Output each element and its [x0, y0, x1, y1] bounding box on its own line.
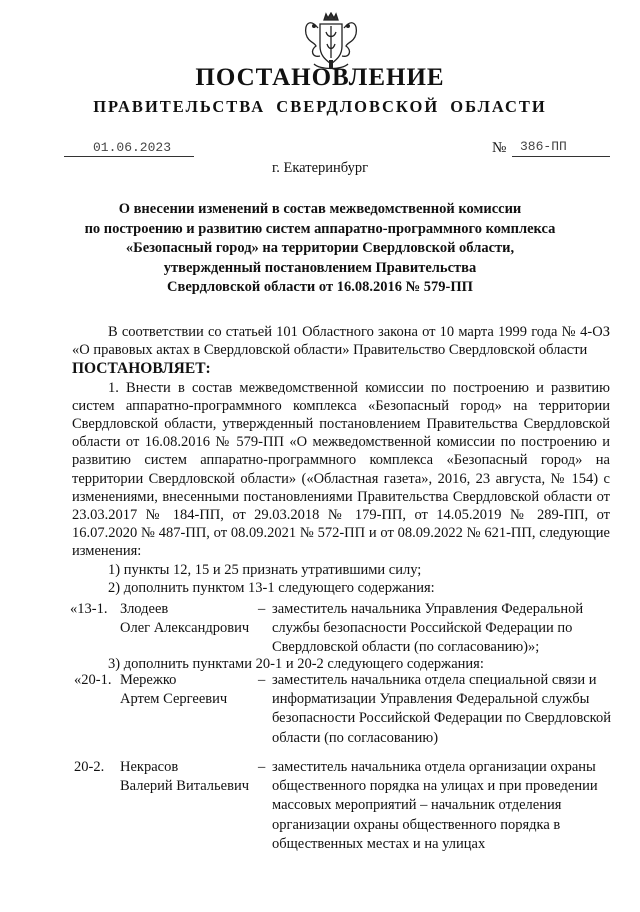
member-dash: – [258, 759, 266, 775]
sub-item-1: 1) пункты 12, 15 и 25 признать утратившими силу; [108, 561, 422, 578]
intro-paragraph: В соответствии со статьей 101 Областного закона от 10 марта 1999 года № 4-ОЗ «О правовых актах в Свердловской области» Правительство Свердловской области [72, 324, 610, 359]
heading-line: «Безопасный город» на территории Свердловской области, [125, 240, 515, 256]
member-dash: – [258, 601, 266, 617]
document-title: ПОСТАНОВЛЕНИЕ [195, 64, 445, 91]
document-number: 386-ПП [520, 139, 567, 154]
date-underline [64, 156, 194, 157]
heading-line: утвержденный постановлением Правительства [163, 259, 477, 276]
document-city: г. Екатеринбург [271, 160, 369, 176]
item-1-paragraph: 1. Внести в состав межведомственной комиссии по построению и развитию систем аппаратно-программного комплекса «Безопасный город» на территории Свердловской области, утвержденный постановлением Правительства Свердловской области от 16.08.2016 № 579-ПП «О межведомственной комиссии по построению и развитию систем аппаратно-программного комплекса «Безопасный город» на территории Свердловской области» («Областная газета», 2016, 23 августа, № 154) с изменениями, внесенными постановлениями Правительства Свердловской области от 23.03.2017 № 184-ПП, от 29.03.2018 № 179-ПП, от 14.05.2019 № 289-ПП, от 16.07.2020 № 487-ПП, от 08.09.2021 № 572-ПП и от 08.09.2022 № 621-ПП, следующие изменения: [72, 379, 610, 560]
member-position: заместитель начальника отдела организации охраны общественного порядка на улицах и при проведении массовых мероприятий – начальник отделения организации охраны общественного порядка в общественных местах и на улицах [272, 759, 598, 852]
member-position: заместитель начальника отдела специальной связи и информатизации Управления Федеральной службы безопасности Российской Федерации по Свердловской области (по согласованию) [272, 672, 611, 746]
member-dash: – [258, 672, 266, 688]
member-surname: Мережко [120, 672, 177, 688]
coat-of-arms-icon [300, 12, 362, 72]
sub-item-3: 3) дополнить пунктами 20-1 и 20-2 следующего содержания: [108, 656, 484, 672]
heading-line: Свердловской области от 16.08.2016 № 579-ПП [167, 279, 473, 295]
member-given-name: Олег Александрович [120, 620, 250, 636]
document-subtitle: ПРАВИТЕЛЬСТВА СВЕРДЛОВСКОЙ ОБЛАСТИ [93, 97, 547, 116]
member-number: «20-1. [74, 672, 112, 688]
heading-line: по построению и развитию систем аппаратно-программного комплекса [84, 220, 556, 237]
member-number: «13-1. [70, 601, 108, 617]
sub-item-2: 2) дополнить пунктом 13-1 следующего содержания: [108, 579, 435, 596]
heading-line: О внесении изменений в состав межведомственной комиссии [118, 201, 522, 217]
member-given-name: Валерий Витальевич [120, 778, 249, 794]
member-number: 20-2. [74, 759, 105, 775]
number-underline [512, 156, 610, 157]
document-date: 01.06.2023 [92, 140, 171, 155]
document-body [72, 323, 610, 597]
member-surname: Злодеев [120, 601, 169, 617]
member-surname: Некрасов [120, 759, 179, 775]
number-sign: № [492, 140, 507, 156]
document-heading [60, 200, 580, 298]
member-given-name: Артем Сергеевич [120, 691, 228, 707]
ruling-word: ПОСТАНОВЛЯЕТ: [72, 360, 211, 378]
member-position: заместитель начальника Управления Федеральной службы безопасности Российской Федерации по Свердловской области (по согласованию)»; [272, 601, 584, 656]
